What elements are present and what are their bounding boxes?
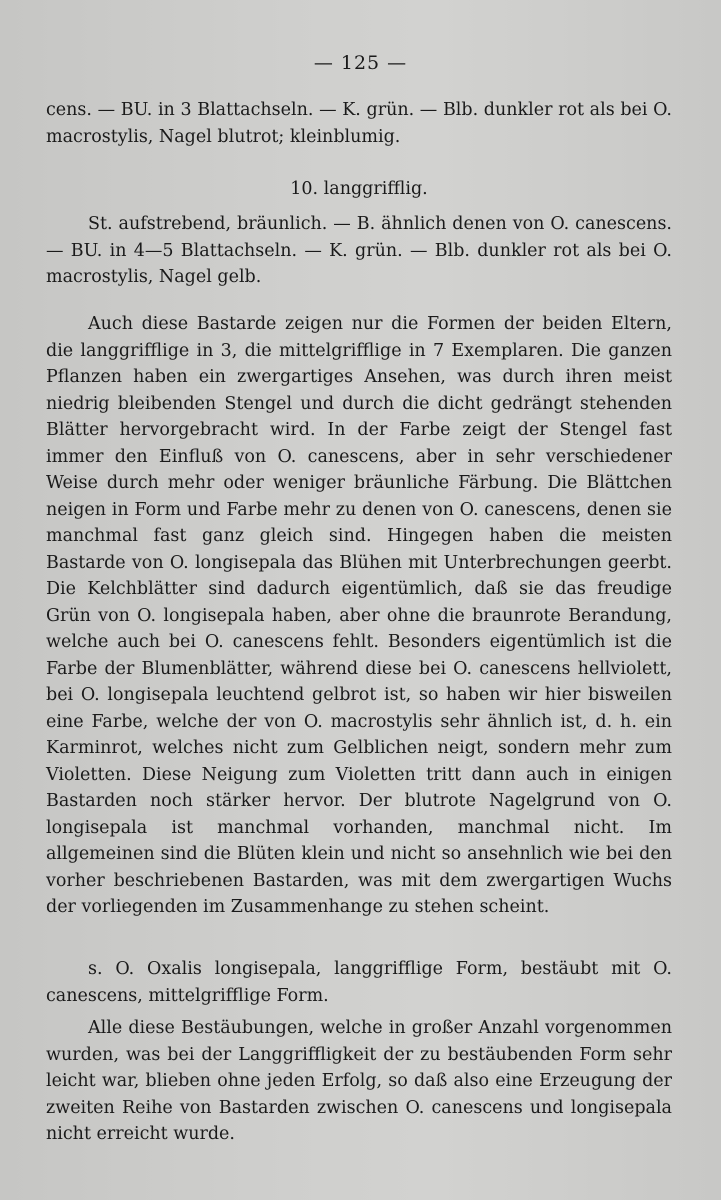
main-paragraph-text: Auch diese Bastarde zeigen nur die Formen der beiden Eltern, die langgrifflige in 3, die mittelgrifflige in 7 Exemplaren. Die ganzen Pflanzen haben ein zwergartiges Ansehen, was durch ihren meist niedrig bleibenden Stengel und durch die dicht gedrängt stehenden Blätter hervorgebracht wird. In der Farbe zeigt der Stengel fast immer den Einfluß von O. canescens, aber in sehr verschiedener Weise durch mehr oder weniger bräunliche Färbung. Die Blättchen neigen in Form und Farbe mehr zu denen von O. canescens, denen sie manchmal fast ganz gleich sind. Hingegen haben die meisten Bastarde von O. longisepala das Blühen mit Unterbrechungen geerbt. Die Kelchblätter sind dadurch eigentümlich, daß sie das freudige Grün von O. longisepala haben, aber ohne die braunrote Berandung, welche auch bei O. canescens fehlt. Besonders eigentümlich ist die Farbe der Blumenblätter, während diese bei O. canescens hellviolett, bei O. longisepala leuchtend gelbrot ist, so haben wir hier bisweilen eine Farbe, welche der von O. macrostylis sehr ähnlich ist, d. h. ein Karminrot, welches nicht zum Gelblichen neigt, sondern mehr zum Violetten. Diese Neigung zum Violetten tritt dann auch in einigen Bastarden noch stärker hervor. Der blutrote Nagelgrund von O. longisepala ist manchmal vorhanden, manchmal nicht. Im allgemeinen sind die Blüten klein und nicht so ansehnlich wie bei den vorher beschriebenen Bastarden, was mit dem zwergartigen Wuchs der vorliegenden im Zusammenhange zu stehen scheint. — [46, 314, 672, 917]
section-description-text: St. aufstrebend, bräunlich. — B. ähnlich denen von O. canescens. — BU. in 4—5 Blattachseln. — K. grün. — Blb. dunkler rot als bei O. macrostylis, Nagel gelb. — [46, 214, 672, 287]
carryover-paragraph — [46, 97, 672, 150]
main-paragraph — [46, 311, 672, 921]
cross-heading-text: s. O. Oxalis longisepala, langgrifflige Form, bestäubt mit O. canescens, mittelgrifflige Form. — [46, 959, 672, 1006]
closing-paragraph — [46, 1015, 672, 1148]
cross-heading — [46, 956, 672, 1009]
section-heading: 10. langgrifflig. — [290, 179, 428, 199]
page-number: — 125 — — [313, 52, 408, 74]
section-description — [46, 211, 672, 291]
closing-paragraph-text: Alle diese Bestäubungen, welche in großer Anzahl vorgenommen wurden, was bei der Langgriffligkeit der zu bestäubenden Form sehr leicht war, blieben ohne jeden Erfolg, so daß also eine Erzeugung der zweiten Reihe von Bastarden zwischen O. canescens und longisepala nicht erreicht wurde. — [46, 1018, 672, 1144]
carryover-text: cens. — BU. in 3 Blattachseln. — K. grün. — Blb. dunkler rot als bei O. macrostylis, Nagel blutrot; kleinblumig. — [46, 100, 672, 147]
